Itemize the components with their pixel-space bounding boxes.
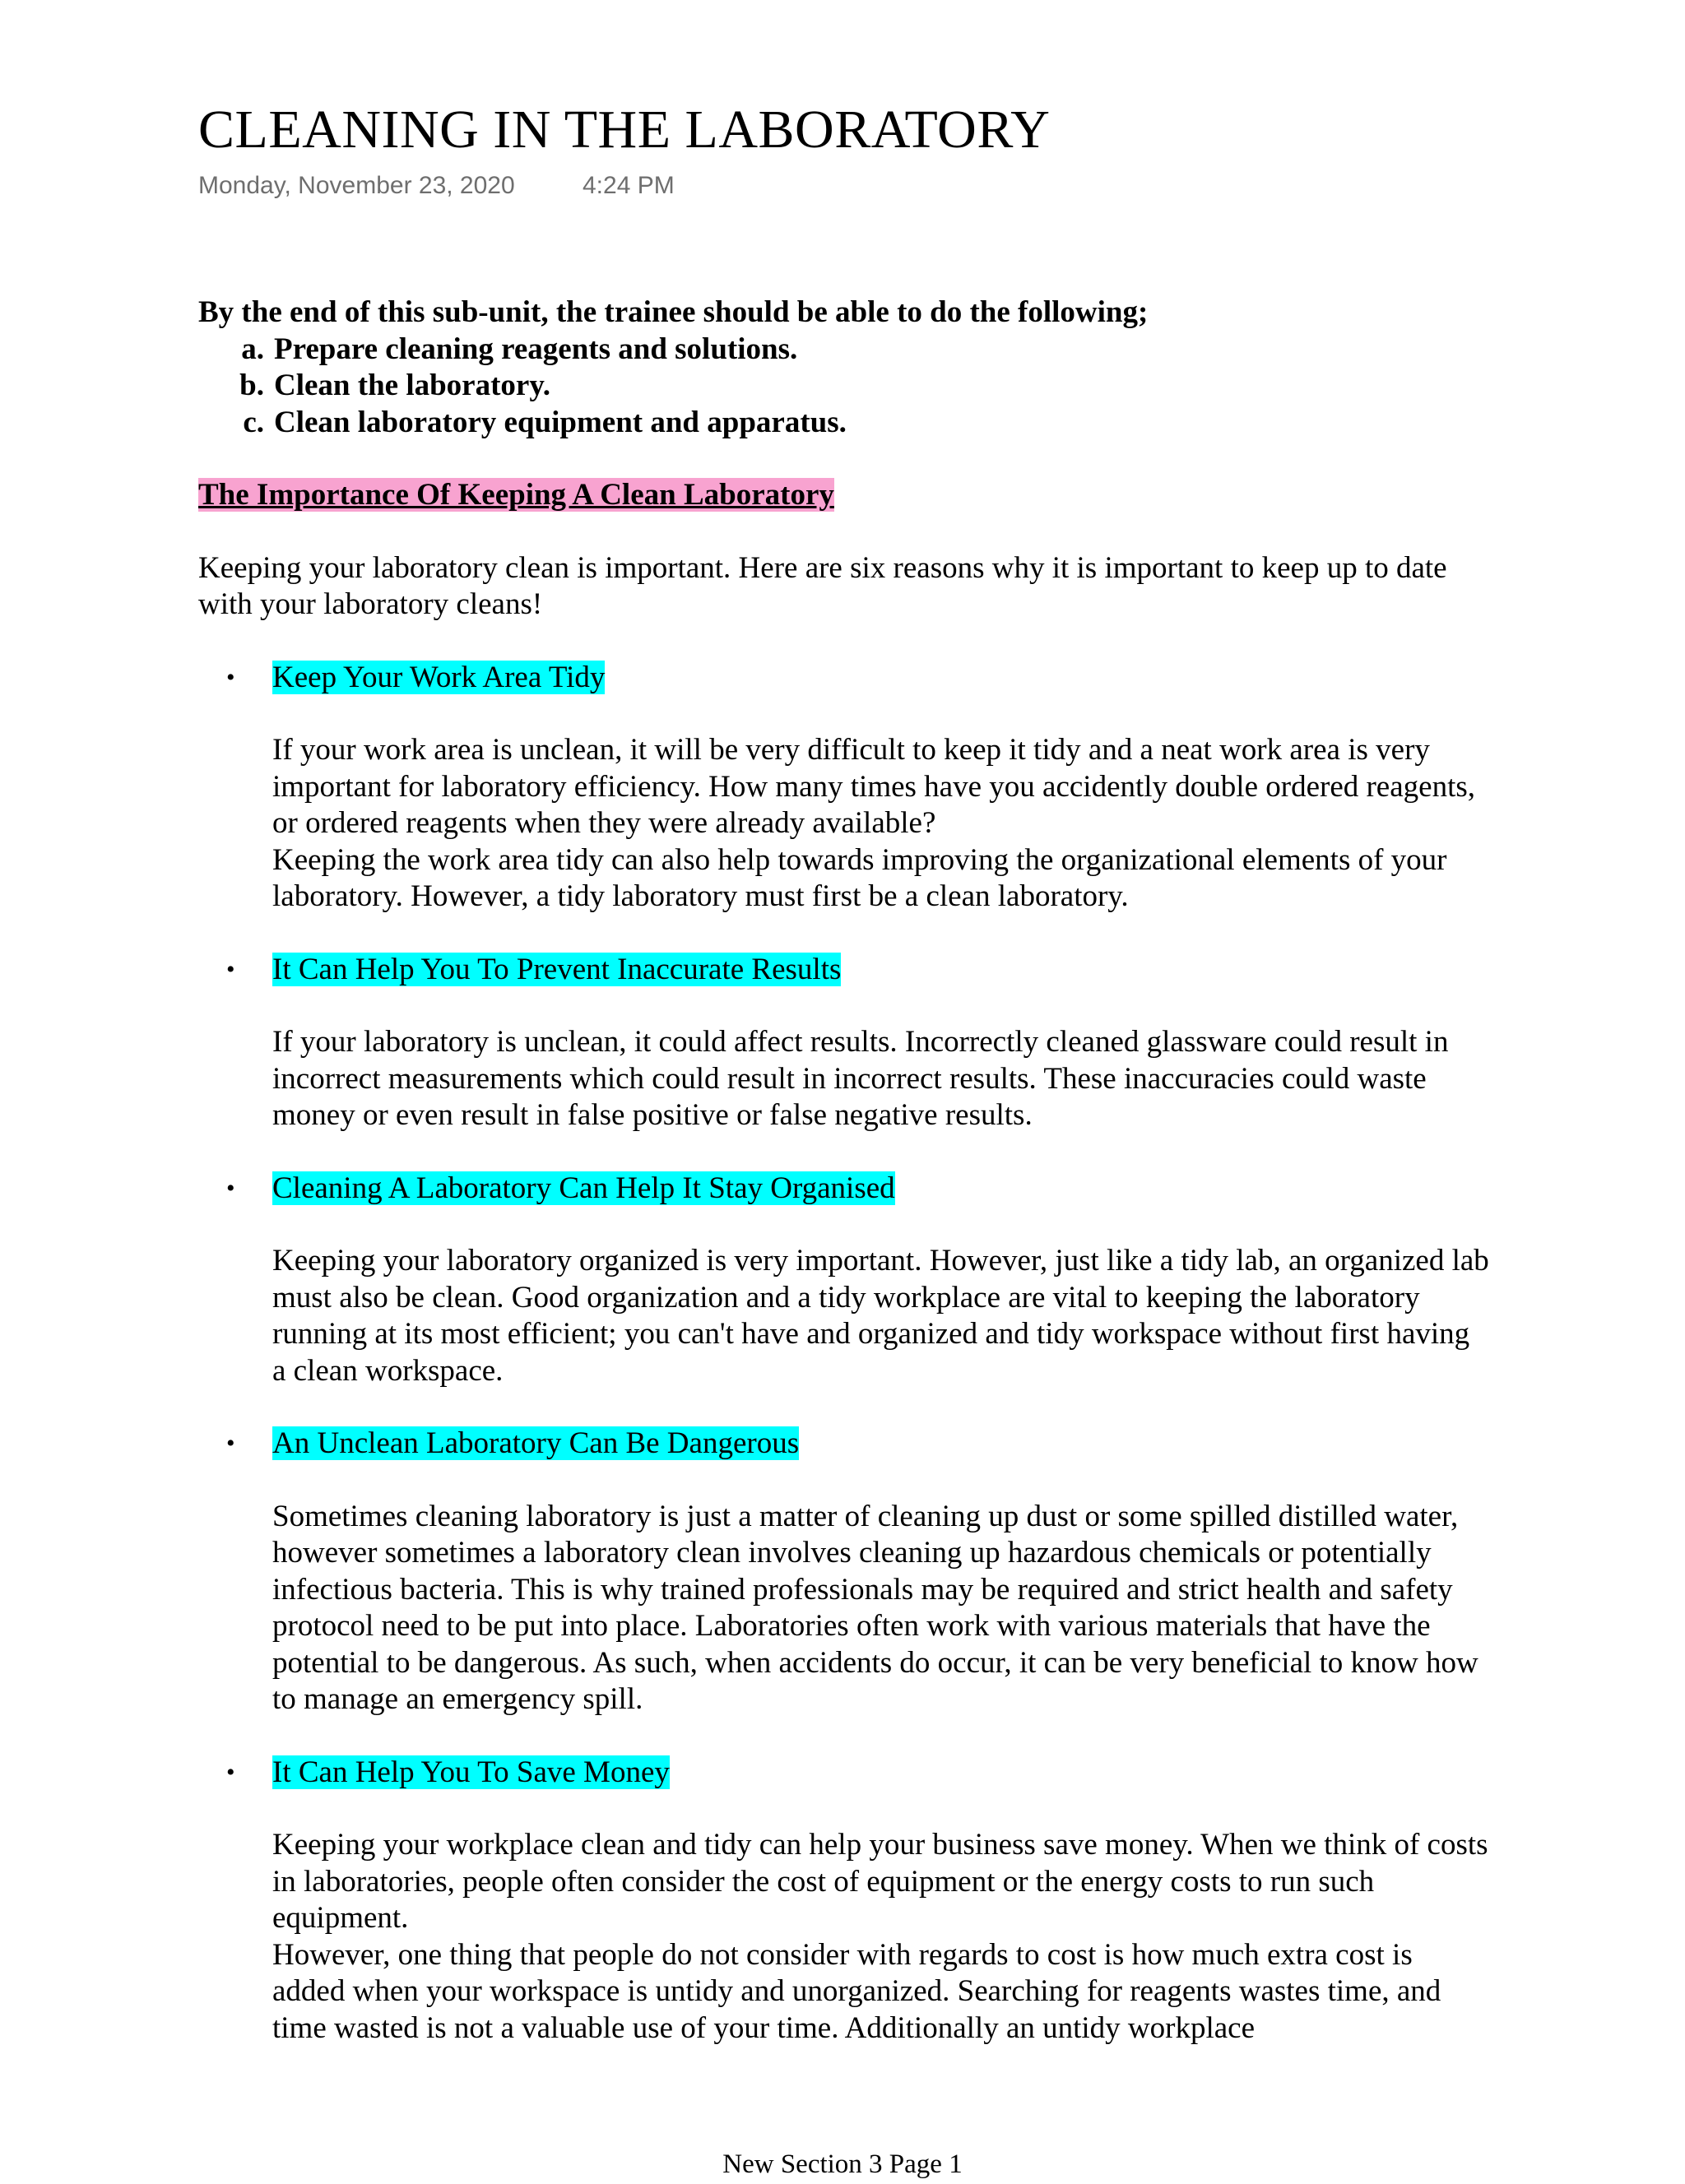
reason-item (198, 1755, 1490, 2047)
reason-heading (272, 952, 1490, 989)
importance-heading (198, 477, 1490, 514)
reason-heading (272, 1426, 1490, 1463)
objective-text: Clean the laboratory. (274, 369, 551, 402)
reason-item (198, 1171, 1490, 1390)
page-content (198, 294, 1490, 2047)
reason-paragraph: Keeping your workplace clean and tidy can help your business save money. When we think of costs in laboratories, people often consider the cost of equipment or the energy costs to run such equipment. (272, 1828, 1488, 1935)
reason-heading-text: Keep Your Work Area Tidy (272, 660, 606, 694)
reason-item (198, 1426, 1490, 1718)
objective-item (198, 368, 1490, 405)
reason-heading (272, 660, 1490, 697)
reason-paragraph: If your work area is unclean, it will be very difficult to keep it tidy and a neat work area is very important for laboratory efficiency. How many times have you accidently double ordered reagents, or ordered reagents when they were already available? (272, 733, 1476, 840)
objective-text: Prepare cleaning reagents and solutions. (274, 332, 798, 366)
objective-marker: b. (239, 369, 264, 402)
page-footer (0, 2148, 1685, 2181)
page-date: Monday, November 23, 2020 (198, 172, 515, 199)
objectives-intro: By the end of this sub-unit, the trainee should be able to do the following; (198, 295, 1149, 329)
bullet-icon: • (226, 1758, 235, 1786)
bullet-icon: • (226, 1174, 235, 1202)
reason-body (272, 1499, 1490, 1718)
objective-item (198, 405, 1490, 442)
reason-paragraph: Keeping your laboratory organized is very important. However, just like a tidy lab, an organized lab must also be clean. Good organization and a tidy workplace are vital to keeping the laboratory running at its most efficient; you can't have and organized and tidy workspace without first having a clean workspace. (272, 1244, 1489, 1388)
reason-heading-text: An Unclean Laboratory Can Be Dangerous (272, 1426, 800, 1460)
reason-heading-text: Cleaning A Laboratory Can Help It Stay Organised (272, 1171, 895, 1205)
bullet-icon: • (226, 663, 235, 691)
reason-paragraph: However, one thing that people do not consider with regards to cost is how much extra cost is added when your workspace is untidy and unorganized. Searching for reagents wastes time, and time wasted is not a valuable use of your time. Additionally an untidy workplace (272, 1937, 1441, 2045)
objective-marker: c. (243, 405, 264, 439)
reason-item (198, 660, 1490, 916)
reason-body (272, 1024, 1490, 1134)
objectives-list (198, 332, 1490, 442)
page-number-label: New Section 3 Page 1 (722, 2149, 963, 2179)
importance-intro: Keeping your laboratory clean is important. Here are six reasons why it is important to keep up to date with your laboratory cleans! (198, 550, 1447, 621)
page-timestamp (198, 169, 675, 202)
reason-body (272, 1243, 1490, 1389)
reason-paragraph: If your laboratory is unclean, it could affect results. Incorrectly cleaned glassware could result in incorrect measurements which could result in incorrect results. These inaccuracies could waste money or even result in false positive or false negative results. (272, 1025, 1449, 1132)
page-title: CLEANING IN THE LABORATORY (198, 100, 1051, 160)
reason-body (272, 1827, 1490, 2047)
reason-heading (272, 1755, 1490, 1792)
importance-heading-text: The Importance Of Keeping A Clean Laboratory (198, 478, 834, 512)
bullet-icon: • (226, 955, 235, 983)
reason-heading (272, 1171, 1490, 1208)
objective-marker: a. (241, 332, 264, 366)
bullet-icon: • (226, 1430, 235, 1457)
reason-body (272, 732, 1490, 916)
reason-heading-text: It Can Help You To Save Money (272, 1755, 670, 1789)
reason-heading-text: It Can Help You To Prevent Inaccurate Results (272, 952, 842, 986)
reason-paragraph: Keeping the work area tidy can also help towards improving the organizational elements of your laboratory. However, a tidy laboratory must first be a clean laboratory. (272, 842, 1447, 913)
objective-text: Clean laboratory equipment and apparatus. (274, 405, 847, 439)
reason-paragraph: Sometimes cleaning laboratory is just a matter of cleaning up dust or some spilled distilled water, however sometimes a laboratory clean involves cleaning up hazardous chemicals or potentially infectious bacteria. This is why trained professionals may be required and strict health and safety protocol need to be put into place. Laboratories often work with various materials that have the potential to be dangerous. As such, when accidents do occur, it can be very beneficial to know how to manage an emergency spill. (272, 1499, 1478, 1716)
page-time: 4:24 PM (583, 172, 675, 199)
reason-item (198, 952, 1490, 1134)
objective-item (198, 332, 1490, 369)
